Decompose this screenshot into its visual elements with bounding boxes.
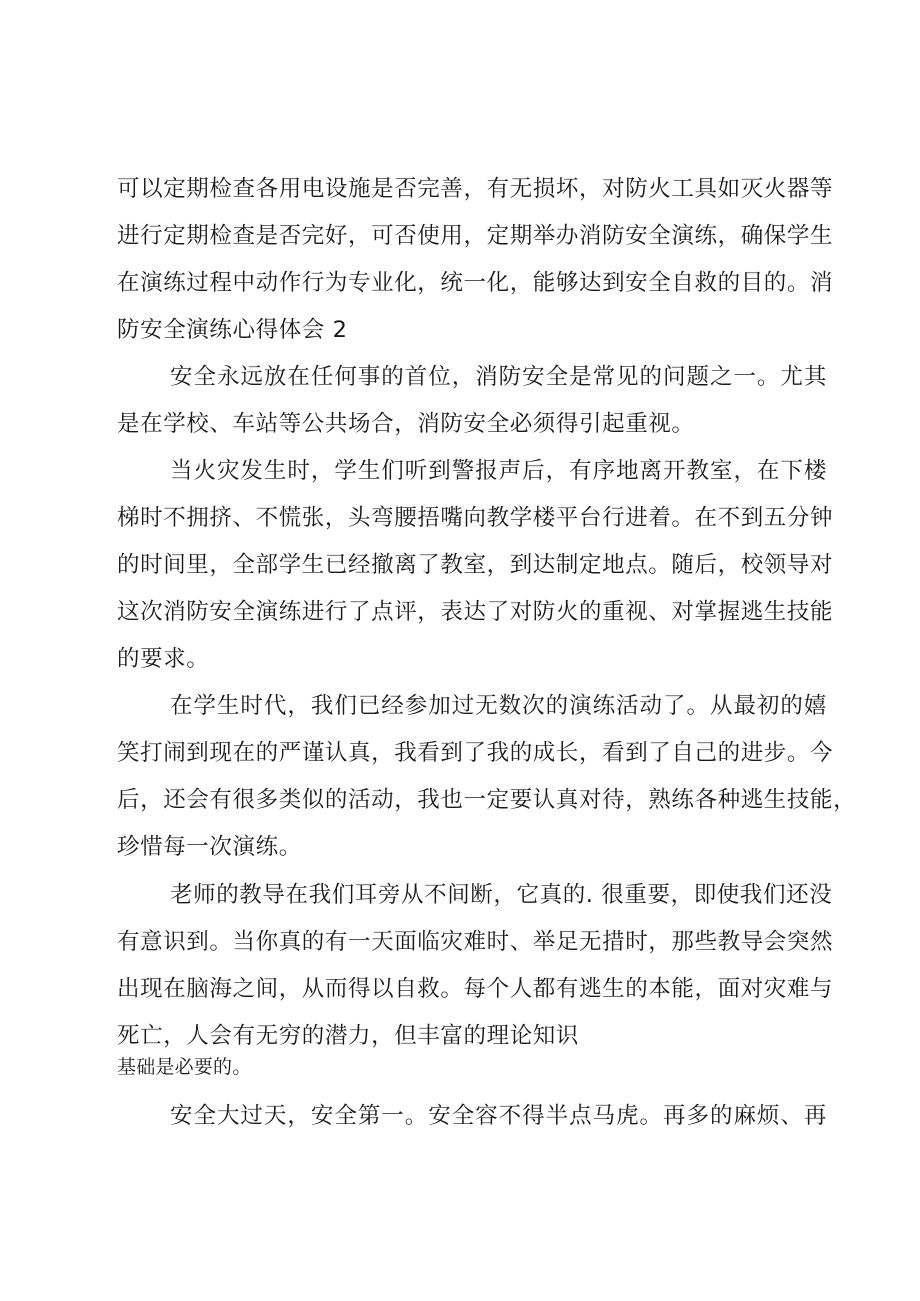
text-line: 基础是必要的。 — [117, 1056, 252, 1078]
text-line: 在演练过程中动作行为专业化，统一化，能够达到安全自救的目的。消 — [117, 270, 834, 296]
paragraph-first-line: 安全永远放在任何事的首位，消防安全是常见的问题之一。尤其 — [170, 364, 827, 390]
text-line: 是在学校、车站等公共场合，消防安全必须得引起重视。 — [117, 411, 695, 437]
text-line: 可以定期检查各用电设施是否完善，有无损坏，对防火工具如灭火器等 — [117, 176, 834, 202]
text-line: 的要求。 — [117, 646, 210, 672]
text-line: 这次消防安全演练进行了点评，表达了对防火的重视、对掌握逃生技能 — [117, 599, 834, 625]
text-line: 珍惜每一次演练。 — [117, 834, 302, 860]
text-line: 死亡，人会有无穷的潜力，但丰富的理论知识 — [117, 1023, 580, 1049]
text-line: 有意识到。当你真的有一天面临灾难时、举足无措时，那些教导会突然 — [117, 929, 834, 955]
text-line: 出现在脑海之间，从而得以自救。每个人都有逃生的本能，面对灾难与 — [117, 976, 834, 1002]
text-line: 笑打闹到现在的严谨认真，我看到了我的成长，看到了自己的进步。今 — [117, 740, 834, 766]
text-line: 的时间里，全部学生已经撤离了教室，到达制定地点。随后，校领导对 — [117, 552, 834, 578]
text-line: 后，还会有很多类似的活动，我也一定要认真对待，熟练各种逃生技能， — [117, 787, 857, 813]
paragraph-first-line: 安全大过天，安全第一。安全容不得半点马虎。再多的麻烦、再 — [170, 1103, 827, 1129]
text-line: 梯时不拥挤、不慌张，头弯腰捂嘴向教学楼平台行进着。在不到五分钟 — [117, 505, 834, 531]
paragraph-first-line: 当火灾发生时，学生们听到警报声后，有序地离开教室，在下楼 — [170, 458, 827, 484]
text-line: 进行定期检查是否完好，可否使用，定期举办消防安全演练，确保学生 — [117, 223, 834, 249]
section-heading: 防安全演练心得体会 2 — [117, 317, 348, 343]
paragraph-first-line: 老师的教导在我们耳旁从不间断，它真的. 很重要，即使我们还没 — [170, 882, 833, 908]
paragraph-first-line: 在学生时代，我们已经参加过无数次的演练活动了。从最初的嬉 — [170, 693, 827, 719]
